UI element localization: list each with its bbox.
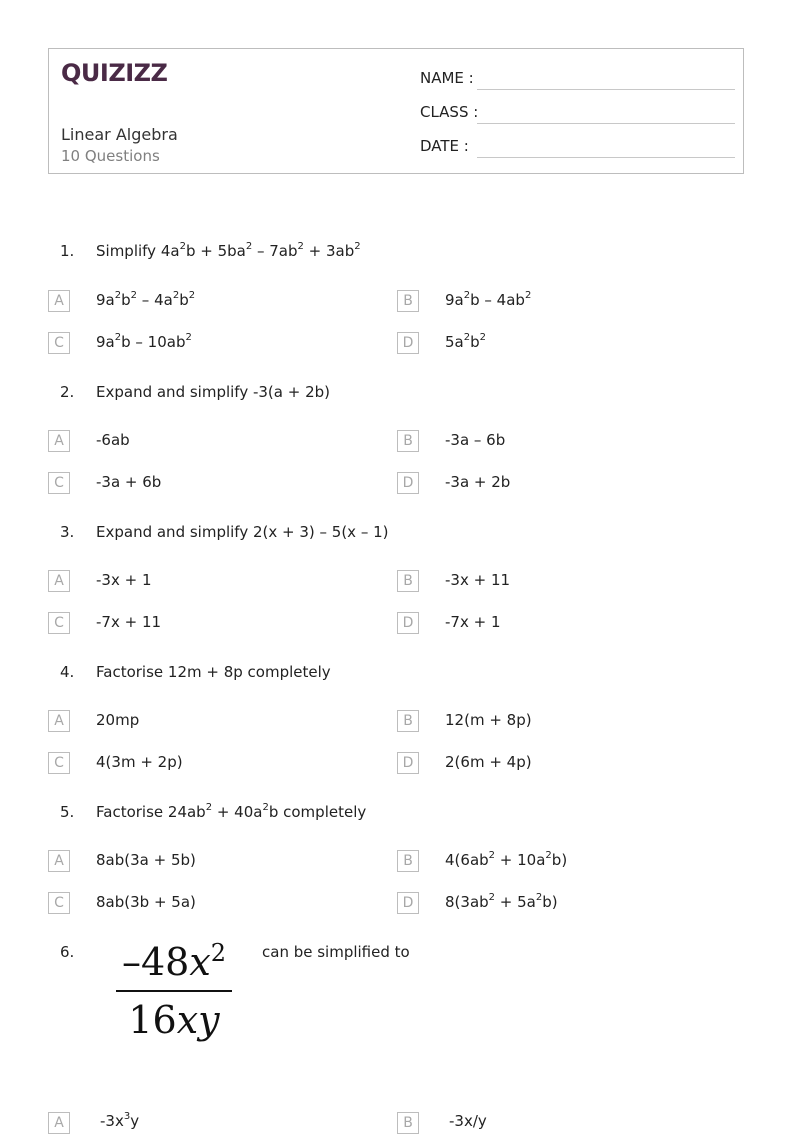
option-text: -3x/y: [449, 1112, 487, 1130]
name-field[interactable]: [420, 69, 735, 89]
name-label: NAME :: [420, 69, 474, 87]
option-box[interactable]: D: [397, 332, 419, 354]
option-box[interactable]: A: [48, 290, 70, 312]
date-line: [477, 157, 735, 158]
option-box[interactable]: C: [48, 472, 70, 494]
question-number: 1.: [60, 242, 75, 260]
fraction-image: [116, 940, 232, 1042]
option-box[interactable]: B: [397, 430, 419, 452]
option-box[interactable]: A: [48, 570, 70, 592]
option-box[interactable]: B: [397, 850, 419, 872]
option-text: $4(6ab^2 + 10a^2b)$: [445, 850, 568, 869]
worksheet-header: [48, 48, 744, 174]
option-text: 8ab(3b + 5a): [96, 893, 196, 911]
option-box[interactable]: C: [48, 752, 70, 774]
option-text: 8ab(3a + 5b): [96, 851, 196, 869]
question-text: Simplify $4a^2b + 5ba^2 - 7ab^2 + 3ab^2$: [96, 241, 361, 260]
class-label: CLASS :: [420, 103, 479, 121]
question-text: Factorise $24ab^2 + 40a^2b$ completely: [96, 802, 367, 821]
quizizz-logo: QUIZIZZ: [61, 59, 168, 87]
option-box[interactable]: D: [397, 752, 419, 774]
option-text: -3x + 11: [445, 571, 511, 589]
option-text: -7x + 11: [96, 613, 162, 631]
option-box[interactable]: C: [48, 332, 70, 354]
question-number: 4.: [60, 663, 75, 681]
option-text: 2(6m + 4p): [445, 753, 532, 771]
question-number: 3.: [60, 523, 75, 541]
option-box[interactable]: A: [48, 850, 70, 872]
option-text: $9a^2b - 4ab^2$: [445, 290, 532, 309]
option-text: 20mp: [96, 711, 140, 729]
option-box[interactable]: D: [397, 472, 419, 494]
option-box[interactable]: B: [397, 1112, 419, 1134]
question-text: Factorise 12m + 8p completely: [96, 663, 331, 681]
fraction-bar: [116, 990, 232, 992]
option-box[interactable]: A: [48, 710, 70, 732]
option-text: $9a^2b - 10ab^2$: [96, 332, 192, 351]
fraction-numerator: $-48x^2$: [121, 939, 227, 984]
option-box[interactable]: D: [397, 612, 419, 634]
option-text: 4(3m + 2p): [96, 753, 183, 771]
date-label: DATE :: [420, 137, 469, 155]
option-box[interactable]: A: [48, 430, 70, 452]
question-text: can be simplified to: [262, 943, 410, 961]
option-text: -3a + 6b: [96, 473, 162, 491]
option-text: -3a + 2b: [445, 473, 511, 491]
option-text: -6ab: [96, 431, 130, 449]
question-count: 10 Questions: [61, 147, 160, 165]
option-text: 12(m + 8p): [445, 711, 532, 729]
date-field[interactable]: [420, 137, 735, 157]
option-box[interactable]: C: [48, 892, 70, 914]
option-text: -7x + 1: [445, 613, 501, 631]
option-box[interactable]: D: [397, 892, 419, 914]
class-line: [477, 123, 735, 124]
question-text: Expand and simplify -3(a + 2b): [96, 383, 330, 401]
question-number: 6.: [60, 943, 75, 961]
option-text: -3x + 1: [96, 571, 152, 589]
question-number: 2.: [60, 383, 75, 401]
option-box[interactable]: A: [48, 1112, 70, 1134]
option-box[interactable]: B: [397, 570, 419, 592]
option-box[interactable]: B: [397, 290, 419, 312]
option-text: $9a^2b^2 - 4a^2b^2$: [96, 290, 196, 309]
option-box[interactable]: C: [48, 612, 70, 634]
option-text: $5a^2b^2$: [445, 332, 487, 351]
option-text: $-3x^3y$: [100, 1111, 140, 1130]
option-box[interactable]: B: [397, 710, 419, 732]
question-text: Expand and simplify 2(x + 3) – 5(x – 1): [96, 523, 389, 541]
fraction-denominator: 16xy: [128, 998, 220, 1042]
question-number: 5.: [60, 803, 75, 821]
class-field[interactable]: [420, 103, 735, 123]
worksheet-title: Linear Algebra: [61, 125, 178, 144]
option-text: -3a – 6b: [445, 431, 506, 449]
name-line: [477, 89, 735, 90]
option-text: $8(3ab^2 + 5a^2b)$: [445, 892, 558, 911]
